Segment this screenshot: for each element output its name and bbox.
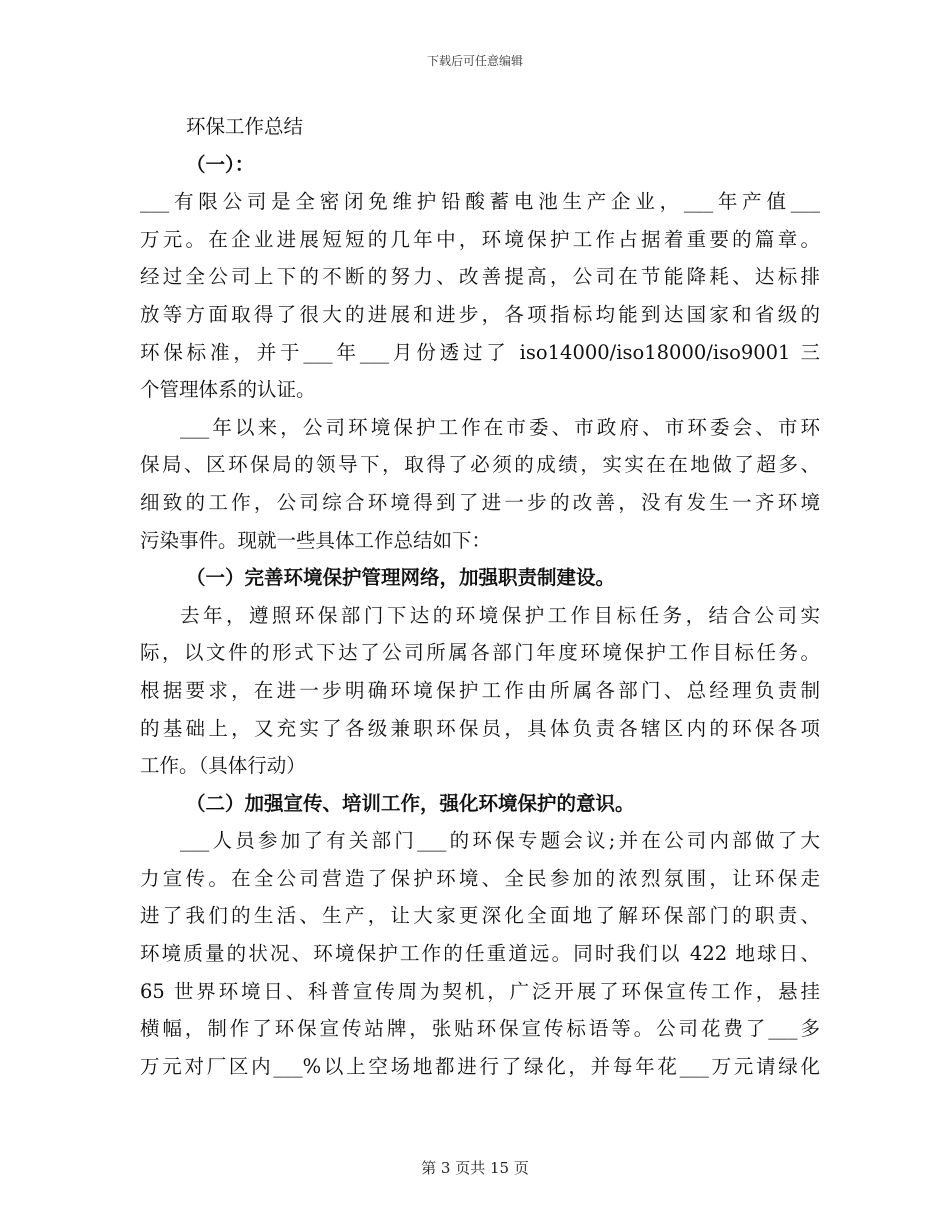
body-text-line: 际，以文件的形式下达了公司所属各部门年度环境保护工作目标任务。 xyxy=(140,641,820,665)
body-text-line: 污染事件。现就一些具体工作总结如下： xyxy=(140,528,492,552)
body-text-line: 的基础上，又充实了各级兼职环保员，具体负责各辖区内的环保各项 xyxy=(140,716,820,740)
body-text-line: 放等方面取得了很大的进展和进步，各项指标均能到达国家和省级的 xyxy=(140,302,820,326)
document-body xyxy=(140,108,820,1085)
section-heading-line: （二）加强宣传、培训工作，强化环境保护的意识。 xyxy=(186,791,635,815)
section-heading-line: （一）完善环境保护管理网络，加强职责制建设。 xyxy=(186,566,616,590)
section-heading-line: （一）： xyxy=(186,152,255,176)
body-text-line: 根据要求，在进一步明确环境保护工作由所属各部门、总经理负责制 xyxy=(140,678,820,702)
body-text-line: 去年，遵照环保部门下达的环境保护工作目标任务，结合公司实 xyxy=(180,603,820,627)
body-text-line: 万元。在企业进展短短的几年中，环境保护工作占据着重要的篇章。 xyxy=(140,227,820,251)
body-text-line: 进了我们的生活、生产，让大家更深化全面地了解环保部门的职责、 xyxy=(140,904,820,928)
body-text-line: 环保工作总结 xyxy=(186,115,304,138)
body-text-line: ___年以来，公司环境保护工作在市委、市政府、市环委会、市环 xyxy=(180,415,820,439)
body-text-line: 环保标准，并于___年___月份透过了 iso14000/iso18000/iso9001 三 xyxy=(140,340,820,364)
body-text-line: 细致的工作，公司综合环境得到了进一步的改善，没有发生一齐环境 xyxy=(140,490,820,514)
body-text-line: 万元对厂区内___%以上空场地都进行了绿化，并每年花___万元请绿化 xyxy=(140,1054,820,1078)
body-text-line: 65 世界环境日、科普宣传周为契机，广泛开展了环保宣传工作，悬挂 xyxy=(140,979,820,1003)
body-text-line: ___人员参加了有关部门___的环保专题会议;并在公司内部做了大 xyxy=(180,829,820,853)
body-text-line: 个管理体系的认证。 xyxy=(140,378,316,402)
page-header: 下载后可任意编辑 xyxy=(426,54,523,68)
body-text-line: 保局、区环保局的领导下，取得了必须的成绩，实实在在地做了超多、 xyxy=(140,453,820,477)
body-text-line: 工作。（具体行动） xyxy=(140,754,306,778)
body-text-line: ___有限公司是全密闭免维护铅酸蓄电池生产企业，___年产值___ xyxy=(140,190,820,214)
page-footer: 第 3 页共 15 页 xyxy=(421,1159,529,1177)
body-text-line: 经过全公司上下的不断的努力、改善提高，公司在节能降耗、达标排 xyxy=(140,265,820,289)
body-text-line: 横幅，制作了环保宣传站牌，张贴环保宣传标语等。公司花费了___多 xyxy=(140,1017,820,1041)
body-text-line: 力宣传。在全公司营造了保护环境、全民参加的浓烈氛围，让环保走 xyxy=(140,866,820,890)
body-text-line: 环境质量的状况、环境保护工作的任重道远。同时我们以 422 地球日、 xyxy=(140,942,820,966)
